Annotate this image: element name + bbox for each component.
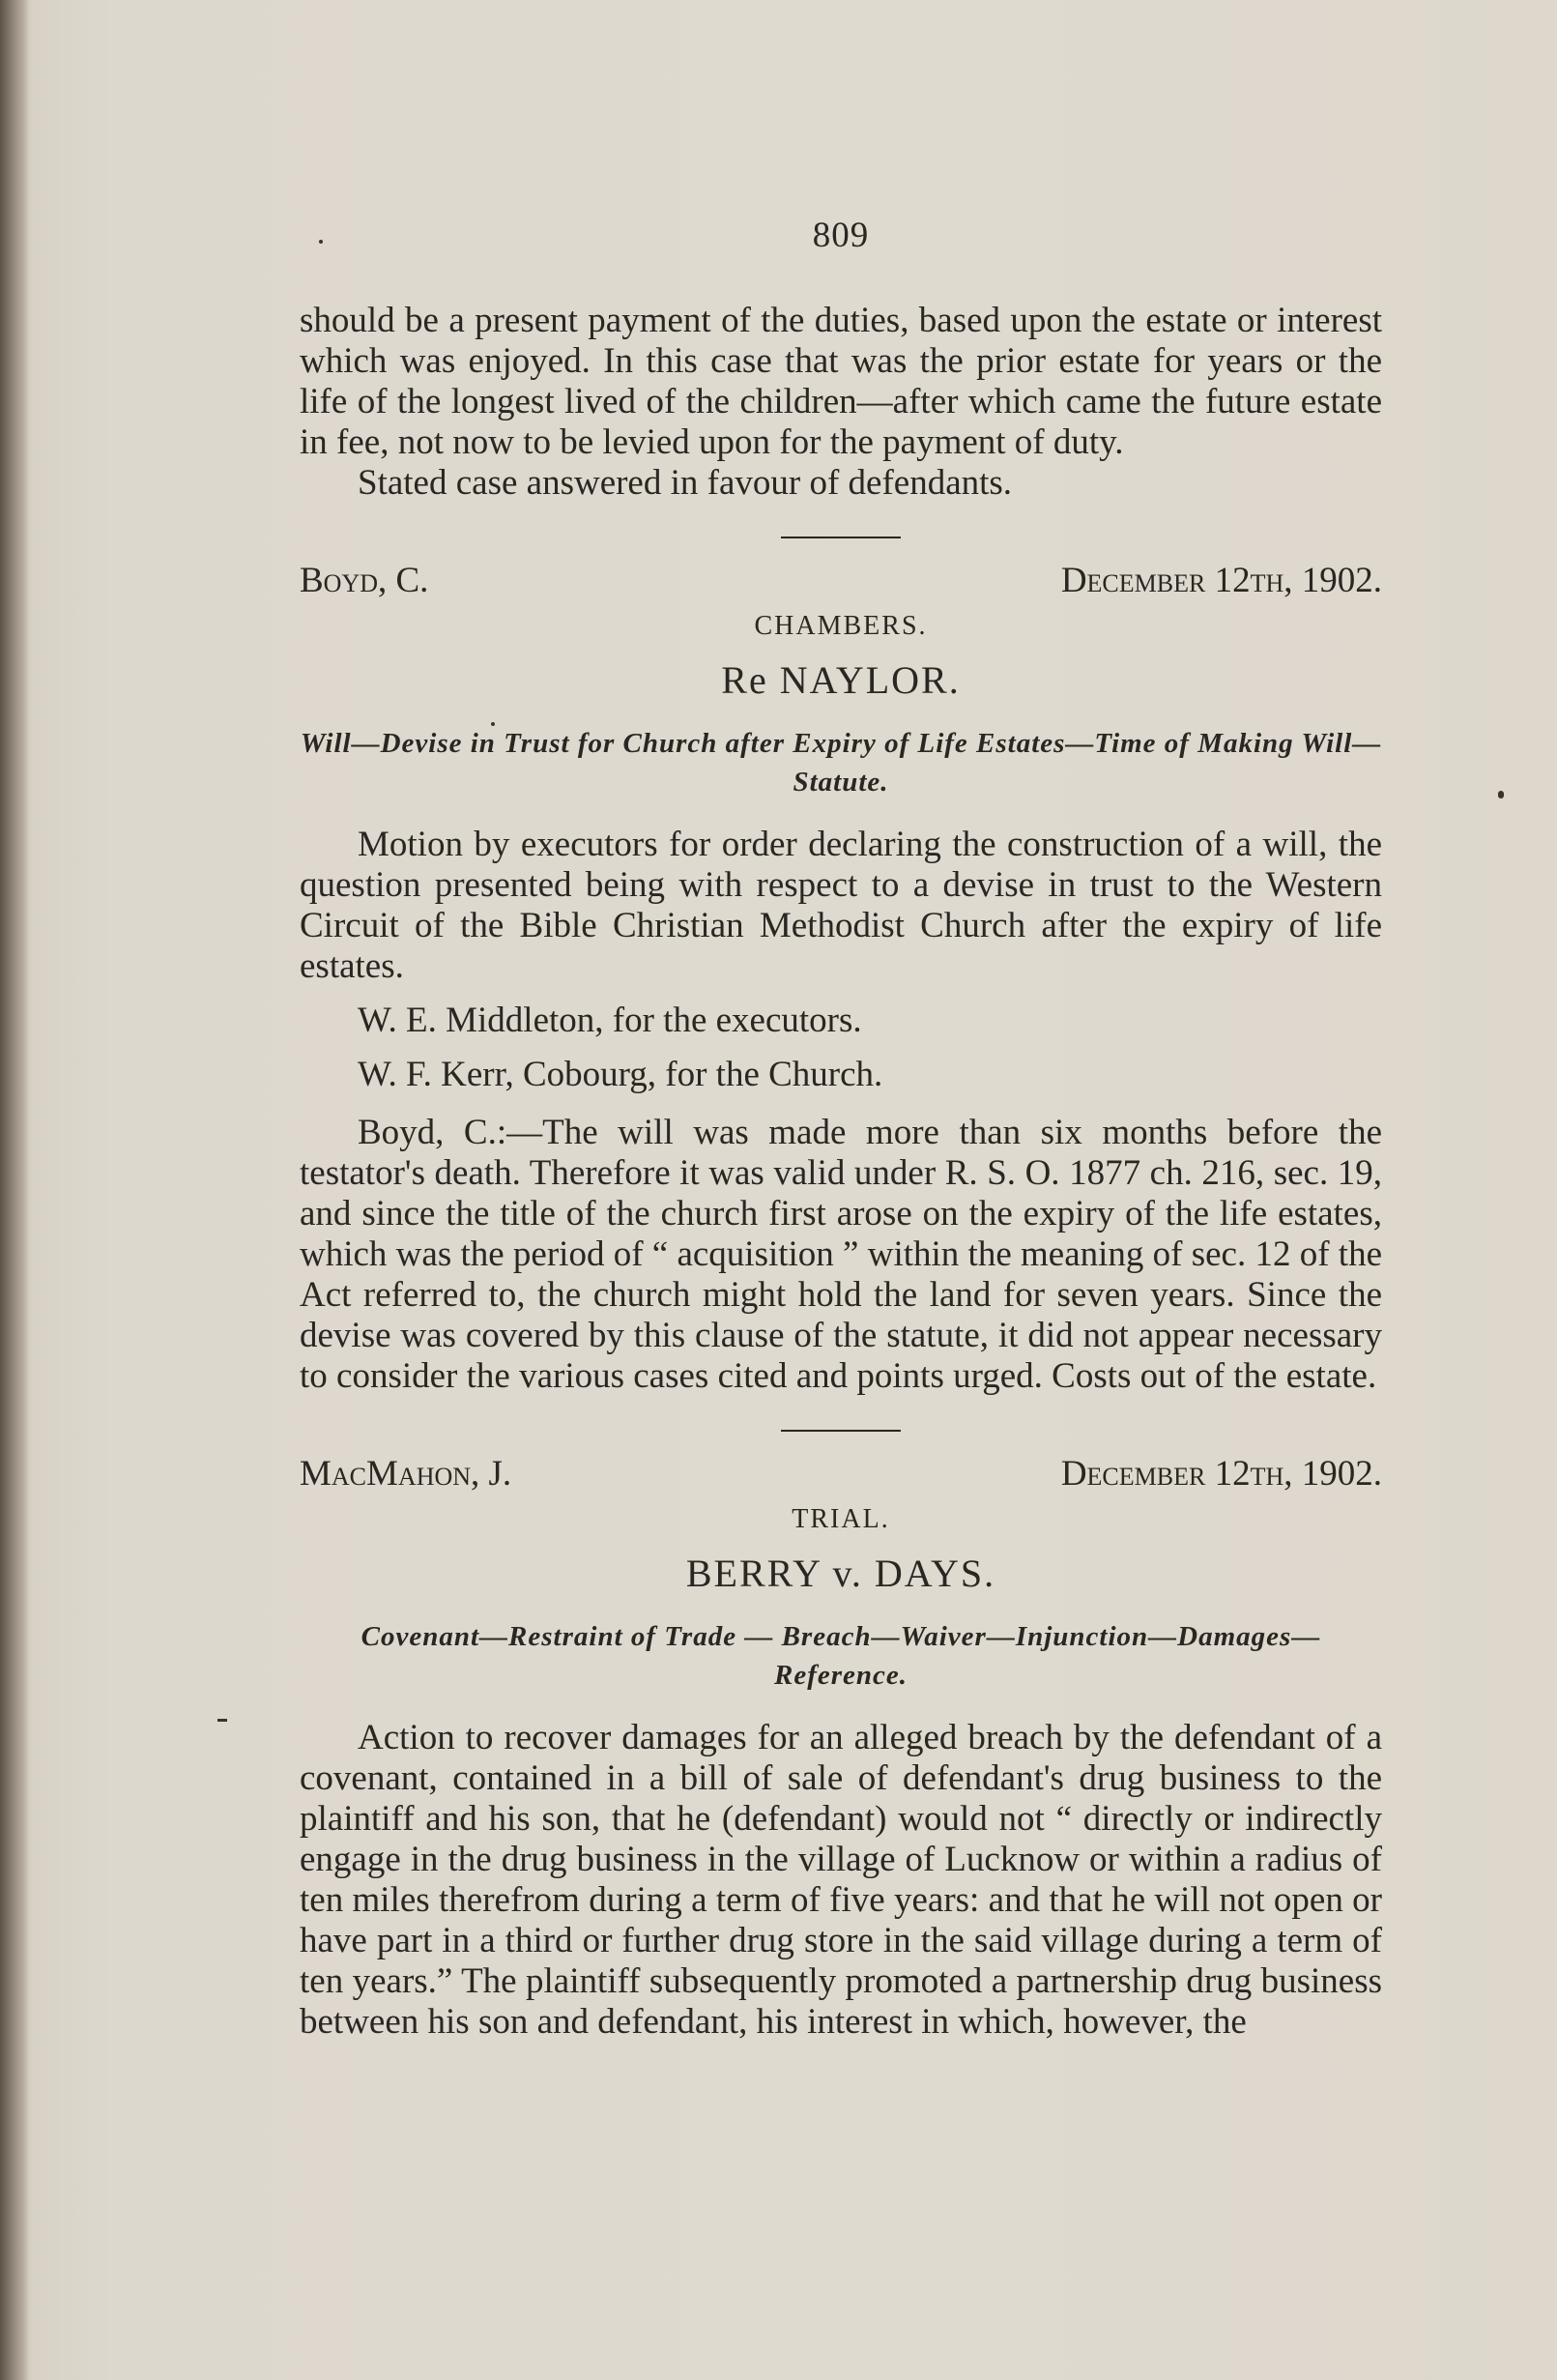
case2-headnote: Covenant—Restraint of Trade — Breach—Waiver—Injunction—Damages—Reference. [360,1621,1321,1691]
case1-court: CHAMBERS. [754,611,928,641]
case2-court: TRIAL. [792,1504,890,1534]
section-divider [781,537,901,538]
text-column [300,215,1382,2043]
book-spine-shadow [0,0,29,2380]
case1-counsel-executors: W. E. Middleton, for the executors. [358,1001,862,1040]
ink-speck [217,1719,227,1722]
case2-action: Action to recover damages for an alleged breach by the defendant of a covenant, contained in a bill of sale of defendant's drug business to the plaintiff and his son, that he (defendant) would not “ directly or indirectly engage in the drug business in the village of Lucknow or within a radius of ten miles therefrom during a term of five years: and that he will not open or have part in a third or further drug store in the said village during a term of ten years.” The plaintiff subsequently promoted a partnership drug business between his son and defendant, his interest in which, however, the [300,1718,1382,2042]
case1-counsel-church: W. F. Kerr, Cobourg, for the Church. [358,1055,883,1094]
case1-headnote: Will—Devise in Trust for Church after Expiry of Life Estates—Time of Making Will—Statute. [300,728,1382,798]
case2-date: December 12th, 1902. [1060,1454,1382,1494]
ink-speck [319,240,323,244]
case2-judge: MacMahon, J. [300,1454,512,1494]
case1-judge-line [300,560,1382,601]
case1-judgment: Boyd, C.:—The will was made more than six months before the testator's death. Therefore it was valid under R. S. O. 1877 ch. 216, sec. 19, and since the title of the church first arose on the expiry of the life estates, which was the period of “ acquisition ” within the meaning of sec. 12 of the Act referred to, the church might hold the land for seven years. Since the devise was covered by this clause of the statute, it did not appear necessary to consider the various cases cited and points urged. Costs out of the estate. [300,1113,1382,1396]
case2-judge-line [300,1453,1382,1495]
case1-date: December 12th, 1902. [1060,561,1382,600]
carryover-paragraph: should be a present payment of the duties, based upon the estate or interest which was enjoyed. In this case that was the prior estate for years or the life of the longest lived of the children—after which came the future estate in fee, not now to be levied upon for the payment of duty. [300,301,1382,462]
case1-title: Re NAYLOR. [721,658,961,702]
ink-speck [491,722,495,726]
case1-motion: Motion by executors for order declaring the construction of a will, the question presented being with respect to a devise in trust to the Western Circuit of the Bible Christian Methodist Church after the expiry of life estates. [300,825,1382,986]
spacer [300,1095,1382,1113]
section-divider [781,1430,901,1432]
case1-judge: Boyd, C. [300,561,429,600]
ink-speck [1498,791,1504,798]
page-number: 809 [812,216,870,255]
case2-title: BERRY v. DAYS. [685,1552,996,1595]
carryover-result: Stated case answered in favour of defendants. [358,463,1013,503]
